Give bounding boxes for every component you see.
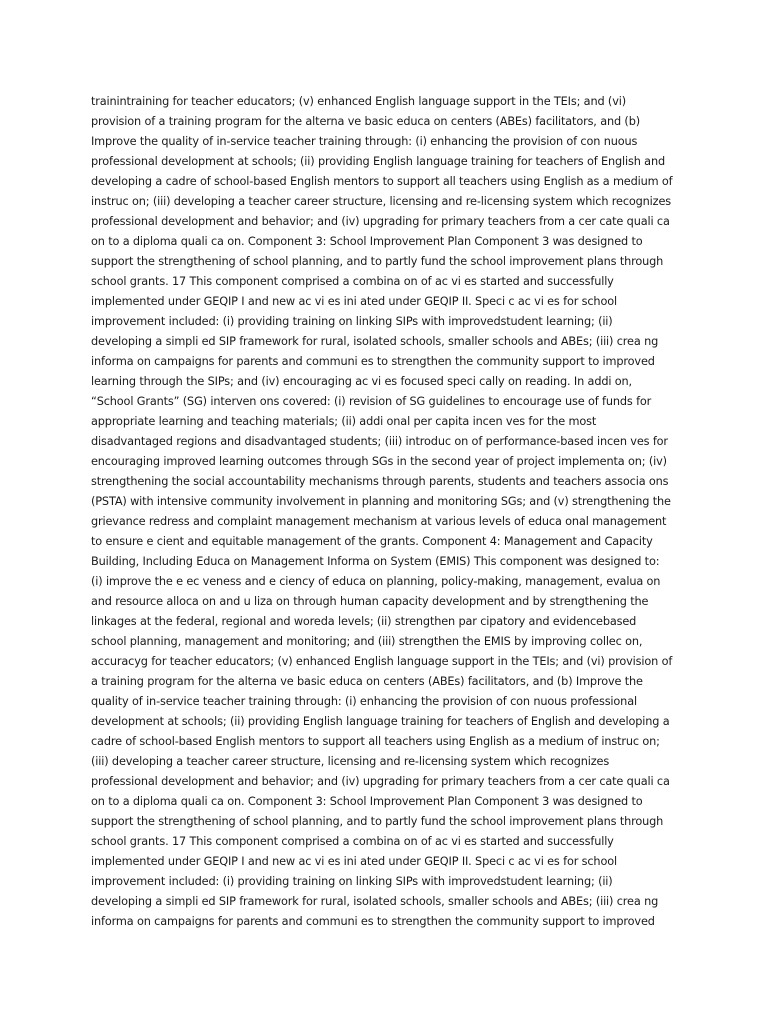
text-line: (iii) developing a teacher career structure, licensing and re-licensing system which recognizes [91,755,610,768]
text-line: learning through the SIPs; and (iv) encouraging ac vi es focused speci cally on reading. In addi on, [91,375,633,388]
text-line: grievance redress and complaint management mechanism at various levels of educa onal management [91,515,667,528]
text-line: provision of a training program for the alterna ve basic educa on centers (ABEs) facilitators, and (b) [91,115,640,128]
text-line: encouraging improved learning outcomes through SGs in the second year of project implementa on; (iv) [91,455,667,468]
text-line: strengthening the social accountability mechanisms through parents, students and teachers associa ons [91,475,669,488]
text-line: informa on campaigns for parents and communi es to strengthen the community support to improved [91,915,655,928]
text-line: developing a cadre of school-based English mentors to support all teachers using English as a medium of [91,175,673,188]
text-line: professional development at schools; (ii) providing English language training for teachers of English and [91,155,665,168]
text-line: linkages at the federal, regional and woreda levels; (ii) strengthen par cipatory and evidencebased [91,615,637,628]
text-line: support the strengthening of school planning, and to partly fund the school improvement plans through [91,815,664,828]
text-line: Improve the quality of in-service teacher training through: (i) enhancing the provision of con nuous [91,135,638,148]
text-line: professional development and behavior; and (iv) upgrading for primary teachers from a cer cate quali ca [91,215,670,228]
text-line: professional development and behavior; and (iv) upgrading for primary teachers from a cer cate quali ca [91,775,670,788]
text-line: appropriate learning and teaching materials; (ii) addi onal per capita incen ves for the most [91,415,597,428]
text-line: developing a simpli ed SIP framework for rural, isolated schools, smaller schools and ABEs; (iii) crea ng [91,335,659,348]
text-line: implemented under GEQIP I and new ac vi es ini ated under GEQIP II. Speci c ac vi es for school [91,855,617,868]
text-line: school grants. 17 This component comprised a combina on of ac vi es started and successfully [91,275,614,288]
text-line: (i) improve the e ec veness and e ciency of educa on planning, policy-making, management, evalua on [91,575,661,588]
text-line: and resource alloca on and u liza on through human capacity development and by strengthening the [91,595,649,608]
text-line: improvement included: (i) providing training on linking SIPs with improvedstudent learning; (ii) [91,875,613,888]
text-line: Building, Including Educa on Management Informa on System (EMIS) This component was designed to: [91,555,660,568]
text-line: disadvantaged regions and disadvantaged students; (iii) introduc on of performance-based incen ves for [91,435,668,448]
text-line: informa on campaigns for parents and communi es to strengthen the community support to improved [91,355,655,368]
text-line: school planning, management and monitoring; and (iii) strengthen the EMIS by improving collec on, [91,635,643,648]
text-line: on to a diploma quali ca on. Component 3: School Improvement Plan Component 3 was designed to [91,795,643,808]
text-line: trainintraining for teacher educators; (v) enhanced English language support in the TEIs; and (vi) [91,95,626,108]
body-text [91,92,691,932]
text-line: a training program for the alterna ve basic educa on centers (ABEs) facilitators, and (b) Improve the [91,675,643,688]
text-line: implemented under GEQIP I and new ac vi es ini ated under GEQIP II. Speci c ac vi es for school [91,295,617,308]
text-line: on to a diploma quali ca on. Component 3: School Improvement Plan Component 3 was designed to [91,235,643,248]
text-line: to ensure e cient and equitable management of the grants. Component 4: Management and Capacity [91,535,653,548]
text-line: quality of in-service teacher training through: (i) enhancing the provision of con nuous professional [91,695,637,708]
text-line: developing a simpli ed SIP framework for rural, isolated schools, smaller schools and ABEs; (iii) crea ng [91,895,659,908]
text-line: improvement included: (i) providing training on linking SIPs with improvedstudent learning; (ii) [91,315,613,328]
text-line: cadre of school-based English mentors to support all teachers using English as a medium of instruc on; [91,735,660,748]
text-line: instruc on; (iii) developing a teacher career structure, licensing and re-licensing system which recognizes [91,195,671,208]
text-line: accuracyg for teacher educators; (v) enhanced English language support in the TEIs; and (vi) provision of [91,655,673,668]
text-line: (PSTA) with intensive community involvement in planning and monitoring SGs; and (v) strengthening the [91,495,671,508]
text-line: school grants. 17 This component comprised a combina on of ac vi es started and successfully [91,835,614,848]
text-line: development at schools; (ii) providing English language training for teachers of English and developing a [91,715,670,728]
text-line: “School Grants” (SG) interven ons covered: (i) revision of SG guidelines to encourage use of funds for [91,395,652,408]
text-line: support the strengthening of school planning, and to partly fund the school improvement plans through [91,255,664,268]
